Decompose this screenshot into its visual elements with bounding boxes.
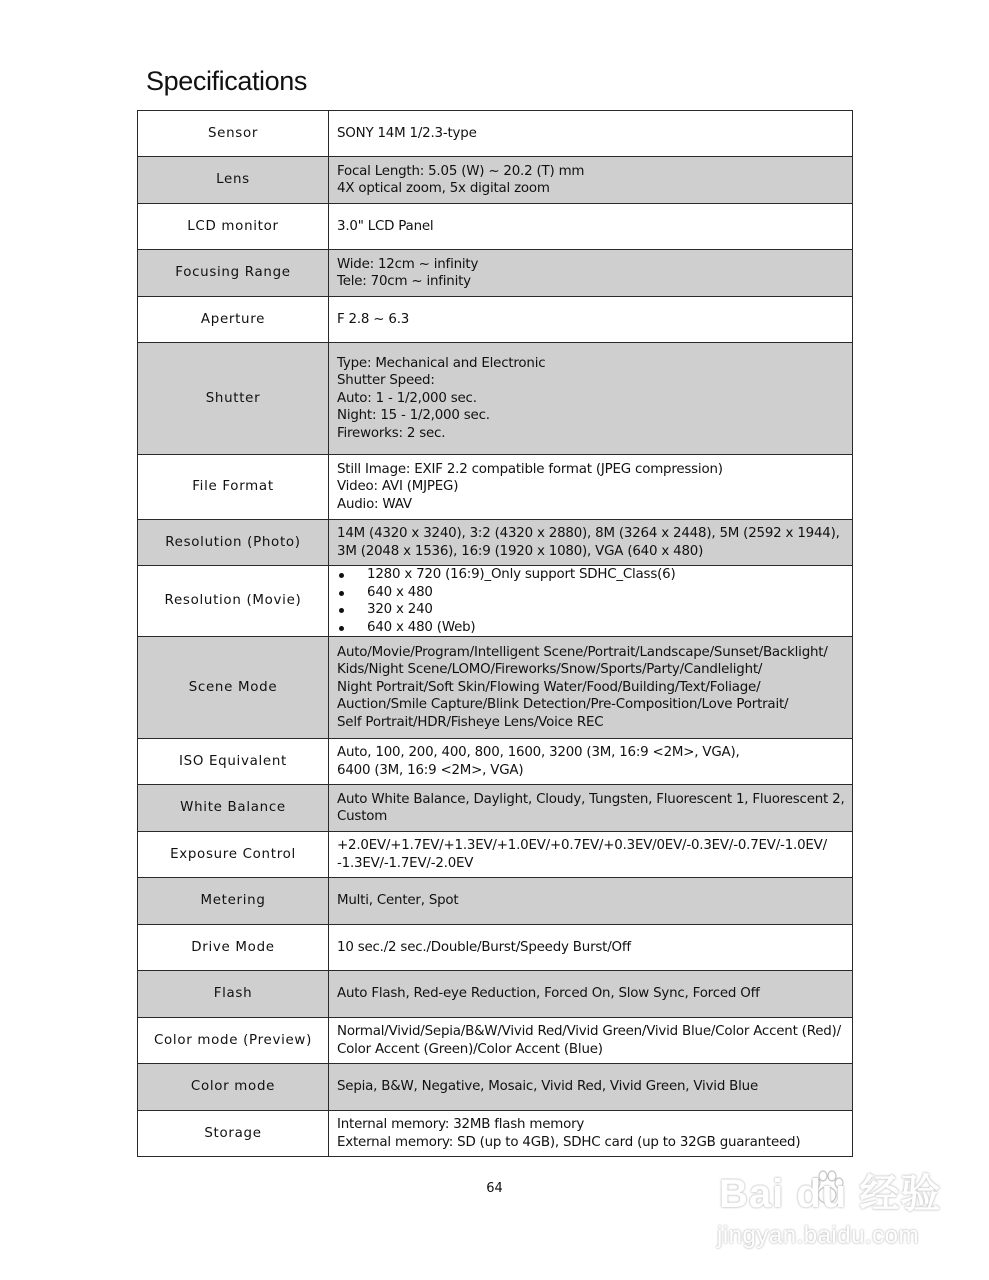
spec-value-line: Auto White Balance, Daylight, Cloudy, Tungsten, Fluorescent 1, Fluorescent 2,	[337, 791, 845, 807]
spec-value	[329, 1111, 853, 1157]
spec-value-line: Fireworks: 2 sec.	[337, 425, 446, 441]
spec-value	[329, 971, 853, 1018]
spec-value-line: Audio: WAV	[337, 496, 412, 512]
spec-value	[329, 1064, 853, 1111]
spec-value	[329, 785, 853, 832]
spec-value-line: Internal memory: 32MB flash memory	[337, 1117, 585, 1132]
spec-label: Focusing Range	[138, 250, 329, 297]
spec-value	[329, 111, 853, 157]
spec-label: Storage	[138, 1111, 329, 1157]
spec-value	[329, 832, 853, 878]
spec-value-line: Video: AVI (MJPEG)	[337, 479, 459, 495]
spec-row	[138, 111, 853, 157]
spec-label: Color mode	[138, 1064, 329, 1111]
spec-value	[329, 925, 853, 971]
spec-label: ISO Equivalent	[138, 739, 329, 785]
page-title: Specifications	[146, 66, 307, 96]
spec-value-line: Normal/Vivid/Sepia/B&W/Vivid Red/Vivid Green/Vivid Blue/Color Accent (Red)/	[337, 1024, 841, 1039]
spec-row	[138, 204, 853, 250]
spec-row	[138, 455, 853, 520]
spec-row	[138, 250, 853, 297]
spec-label: Resolution (Movie)	[138, 566, 329, 637]
spec-label: File Format	[138, 455, 329, 520]
spec-value-line: Focal Length: 5.05 (W) ~ 20.2 (T) mm	[337, 163, 585, 179]
spec-value-line: External memory: SD (up to 4GB), SDHC card (up to 32GB guaranteed)	[337, 1134, 801, 1150]
bullet-item: 640 x 480	[337, 584, 848, 602]
spec-value-line: -1.3EV/-1.7EV/-2.0EV	[337, 855, 474, 871]
spec-value-line: Auto/Movie/Program/Intelligent Scene/Portrait/Landscape/Sunset/Backlight/	[337, 644, 828, 660]
spec-label: Drive Mode	[138, 925, 329, 971]
bullet-item: 1280 x 720 (16:9)_Only support SDHC_Class(6)	[337, 566, 848, 584]
spec-value-line: Shutter Speed:	[337, 373, 435, 389]
bullet-item: 320 x 240	[337, 601, 848, 619]
spec-label: Flash	[138, 971, 329, 1018]
spec-row	[138, 520, 853, 566]
spec-row	[138, 1111, 853, 1157]
spec-row	[138, 157, 853, 204]
spec-value-line: Auto Flash, Red-eye Reduction, Forced On, Slow Sync, Forced Off	[337, 986, 760, 1002]
spec-value-line: 3.0" LCD Panel	[337, 218, 434, 234]
spec-row	[138, 343, 853, 455]
spec-value	[329, 566, 853, 637]
spec-row	[138, 637, 853, 739]
spec-row	[138, 785, 853, 832]
spec-value-line: Night Portrait/Soft Skin/Flowing Water/Food/Building/Text/Foliage/	[337, 679, 761, 695]
spec-value-line: Auto, 100, 200, 400, 800, 1600, 3200 (3M, 16:9 <2M>, VGA),	[337, 745, 740, 760]
spec-value-line: 6400 (3M, 16:9 <2M>, VGA)	[337, 762, 524, 778]
spec-value-line: 14M (4320 x 3240), 3:2 (4320 x 2880), 8M (3264 x 2448), 5M (2592 x 1944),	[337, 526, 840, 541]
spec-label: Scene Mode	[138, 637, 329, 739]
spec-row	[138, 832, 853, 878]
spec-label: Sensor	[138, 111, 329, 157]
spec-label: Color mode (Preview)	[138, 1018, 329, 1064]
spec-value-line: Wide: 12cm ~ infinity	[337, 256, 479, 272]
spec-label: Shutter	[138, 343, 329, 455]
spec-label: Lens	[138, 157, 329, 204]
spec-value	[329, 455, 853, 520]
spec-value	[329, 739, 853, 785]
spec-value-line: Sepia, B&W, Negative, Mosaic, Vivid Red, Vivid Green, Vivid Blue	[337, 1079, 759, 1095]
spec-value-line: Still Image: EXIF 2.2 compatible format (JPEG compression)	[337, 461, 723, 477]
spec-label: Resolution (Photo)	[138, 520, 329, 566]
spec-value	[329, 1018, 853, 1064]
spec-row	[138, 297, 853, 343]
spec-value	[329, 297, 853, 343]
baidu-jingyan-watermark	[709, 1162, 949, 1272]
spec-value-line: Type: Mechanical and Electronic	[337, 355, 546, 371]
spec-value-line: Auto: 1 - 1/2,000 sec.	[337, 390, 477, 406]
spec-value-line: 10 sec./2 sec./Double/Burst/Speedy Burst/Off	[337, 939, 631, 955]
spec-row	[138, 1064, 853, 1111]
spec-row	[138, 566, 853, 637]
spec-value-line: Multi, Center, Spot	[337, 893, 459, 909]
spec-label: Aperture	[138, 297, 329, 343]
spec-label: Metering	[138, 878, 329, 925]
spec-label: LCD monitor	[138, 204, 329, 250]
watermark-url: jingyan.baidu.com	[717, 1222, 919, 1249]
bullet-list	[337, 566, 848, 636]
watermark-brand: Bai du 经验	[719, 1172, 942, 1216]
spec-value	[329, 250, 853, 297]
spec-value-line: 4X optical zoom, 5x digital zoom	[337, 181, 550, 196]
spec-value	[329, 343, 853, 455]
spec-value	[329, 157, 853, 204]
specifications-table	[137, 110, 853, 1157]
spec-value	[329, 637, 853, 739]
spec-row	[138, 739, 853, 785]
spec-value-line: Color Accent (Green)/Color Accent (Blue)	[337, 1041, 603, 1057]
spec-value-line: 3M (2048 x 1536), 16:9 (1920 x 1080), VGA (640 x 480)	[337, 543, 704, 559]
spec-value-line: +2.0EV/+1.7EV/+1.3EV/+1.0EV/+0.7EV/+0.3EV/0EV/-0.3EV/-0.7EV/-1.0EV/	[337, 838, 827, 853]
spec-value	[329, 204, 853, 250]
spec-label: Exposure Control	[138, 832, 329, 878]
spec-row	[138, 971, 853, 1018]
spec-value-line: Self Portrait/HDR/Fisheye Lens/Voice REC	[337, 714, 604, 730]
spec-value	[329, 878, 853, 925]
spec-value-line: F 2.8 ~ 6.3	[337, 311, 410, 327]
spec-value-line: SONY 14M 1/2.3-type	[337, 125, 477, 141]
spec-row	[138, 878, 853, 925]
spec-value-line: Kids/Night Scene/LOMO/Fireworks/Snow/Sports/Party/Candlelight/	[337, 662, 763, 678]
bullet-item: 640 x 480 (Web)	[337, 619, 848, 637]
spec-value-line: Auction/Smile Capture/Blink Detection/Pre-Composition/Love Portrait/	[337, 697, 789, 713]
spec-value	[329, 520, 853, 566]
spec-value-line: Tele: 70cm ~ infinity	[337, 274, 471, 289]
page-number: 64	[486, 1181, 503, 1196]
spec-row	[138, 1018, 853, 1064]
spec-value-line: Night: 15 - 1/2,000 sec.	[337, 408, 490, 424]
spec-value-line: Custom	[337, 809, 388, 824]
spec-label: White Balance	[138, 785, 329, 832]
spec-row	[138, 925, 853, 971]
